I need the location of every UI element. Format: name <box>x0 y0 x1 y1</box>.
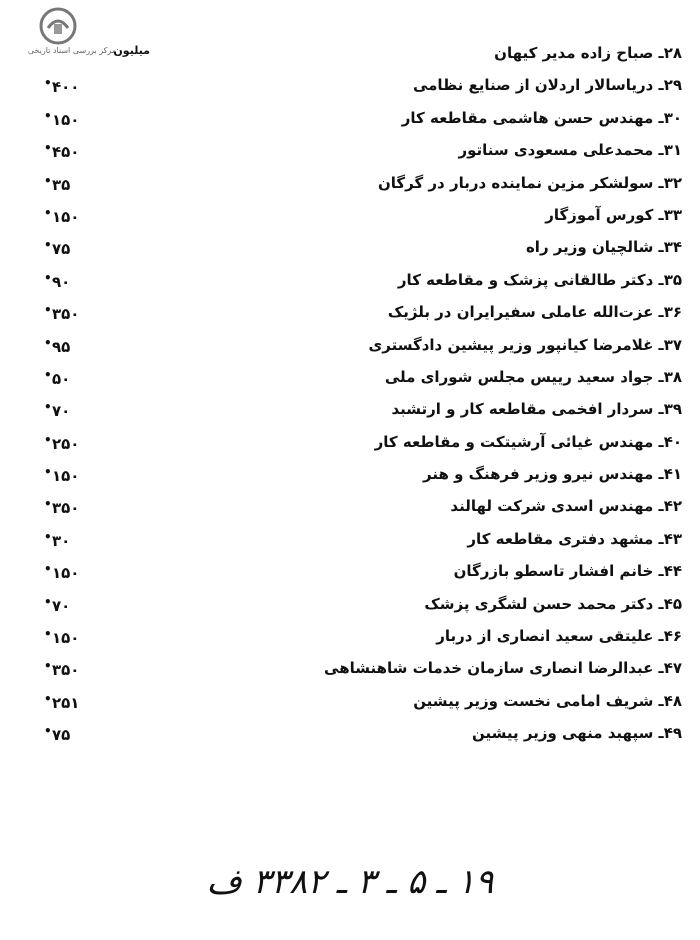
list-item-text: ۴۱ـ مهندس نیرو وزیر فرهنگ و هنر <box>423 465 682 484</box>
list-item <box>0 558 700 590</box>
bullet-mark-icon: • <box>44 724 52 739</box>
list-item-amount: ۷۰ <box>52 402 71 421</box>
list-item <box>0 234 700 266</box>
list-item-text: ۴۳ـ مشهد دفتری مقاطعه کار <box>467 529 682 548</box>
list-item <box>0 688 700 720</box>
bullet-mark-icon: • <box>44 76 52 91</box>
bullet-mark-icon: • <box>44 659 52 674</box>
list-item <box>0 202 700 234</box>
list-item <box>0 364 700 396</box>
list-item-text: ۳۱ـ محمدعلی مسعودی سناتور <box>458 141 682 160</box>
list-item <box>0 591 700 623</box>
list-item-amount: ۴۵۰ <box>52 143 80 162</box>
list-item-text: ۲۹ـ دریاسالار اردلان از صنایع نظامی <box>412 76 682 95</box>
bullet-mark-icon: • <box>44 432 52 447</box>
bullet-mark-icon: • <box>44 108 52 123</box>
list-item <box>0 170 700 202</box>
bullet-mark-icon: • <box>44 691 52 706</box>
bullet-mark-icon: • <box>44 303 52 318</box>
list-item-text: ۳۰ـ مهندس حسن هاشمی مقاطعه کار <box>401 108 682 127</box>
list-item-amount: ۷۰ <box>52 596 71 615</box>
bullet-mark-icon: • <box>44 367 52 382</box>
list-item <box>0 493 700 525</box>
list-item-amount: ۱۵۰ <box>52 564 80 583</box>
bullet-mark-icon: • <box>44 562 52 577</box>
list-item-text: ۲۸ـ صباح زاده مدیر کیهان <box>494 44 682 62</box>
list-item <box>0 396 700 428</box>
list-item <box>0 429 700 461</box>
list-item <box>0 623 700 655</box>
list-item-amount: ۲۵۱ <box>52 693 80 712</box>
bullet-mark-icon: • <box>44 594 52 609</box>
bullet-mark-icon: • <box>44 205 52 220</box>
list-item-amount: ۳۵۰ <box>52 661 80 680</box>
list-item-text: ۴۴ـ خانم افشار تاسطو بازرگان <box>453 562 682 581</box>
list-item-amount: ۷۵ <box>52 240 71 259</box>
list-item-text: ۴۰ـ مهندس غیائی آرشیتکت و مقاطعه کار <box>374 432 682 451</box>
bullet-mark-icon: • <box>44 270 52 285</box>
list-item <box>0 720 700 752</box>
list-item <box>0 526 700 558</box>
list-item <box>0 461 700 493</box>
list-item <box>0 655 700 687</box>
handwritten-reference-code: ۱۹ ـ ۵ ـ ۳ ـ ۳۳۸۲ ف <box>206 862 494 902</box>
list-item <box>0 299 700 331</box>
list-item-amount: ۱۵۰ <box>52 629 80 648</box>
list-item-text: ۳۸ـ جواد سعید رییس مجلس شورای ملی <box>384 367 682 386</box>
list-item-text: ۳۷ـ غلامرضا کیانپور وزیر پیشین دادگستری <box>368 335 682 354</box>
list-item-amount: ۱۵۰ <box>52 110 80 129</box>
bullet-mark-icon: • <box>44 141 52 156</box>
list-item-amount: ۴۰۰ <box>52 78 80 97</box>
list-item-amount: ۹۵ <box>52 337 71 356</box>
list-item-amount: ۵۰ <box>52 369 71 388</box>
list-item-text: ۳۵ـ دکتر طالقانی پزشک و مقاطعه کار <box>397 270 682 289</box>
list-item-amount: ۷۵ <box>52 726 71 745</box>
list-item-amount: ۲۵۰ <box>52 434 80 453</box>
list-item <box>0 137 700 169</box>
list-item <box>0 40 700 72</box>
list-item-amount: ۳۵۰ <box>52 305 80 324</box>
bullet-mark-icon: • <box>44 529 52 544</box>
list-item-text: ۳۳ـ کورس آموزگار <box>545 205 682 224</box>
bullet-mark-icon: • <box>44 627 52 642</box>
list-item <box>0 332 700 364</box>
bullet-mark-icon: • <box>44 238 52 253</box>
list-item-text: ۴۲ـ مهندس اسدی شرکت لهالند <box>450 497 682 516</box>
list-item <box>0 72 700 104</box>
bullet-mark-icon: • <box>44 400 52 415</box>
list-item-amount: ۱۵۰ <box>52 207 80 226</box>
list-item-text: ۴۷ـ عبدالرضا انصاری سازمان خدمات شاهنشاهی <box>324 659 682 678</box>
list-item-text: ۳۶ـ عزت‌الله عاملی سفیرایران در بلژیک <box>387 303 682 322</box>
list-item <box>0 267 700 299</box>
list-item-amount: ۱۵۰ <box>52 467 80 486</box>
unit-header: میلیون <box>113 44 150 57</box>
bullet-mark-icon: • <box>44 173 52 188</box>
list-item-text: ۳۴ـ شالچیان وزیر راه <box>525 238 682 257</box>
list-item-amount: ۹۰ <box>52 272 71 291</box>
bullet-mark-icon: • <box>44 335 52 350</box>
donor-list <box>0 40 700 753</box>
list-item-text: ۳۹ـ سردار افخمی مقاطعه کار و ارتشبد <box>391 400 682 419</box>
logo-caption: مرکز بررسی اسناد تاریخی <box>27 46 117 55</box>
list-item-text: ۴۹ـ سپهبد منهی وزیر پیشین <box>472 724 682 743</box>
list-item-text: ۳۲ـ سولشکر مزین نماینده دربار در گرگان <box>377 173 682 192</box>
list-item-amount: ۳۵ <box>52 175 71 194</box>
list-item <box>0 105 700 137</box>
bullet-mark-icon: • <box>44 497 52 512</box>
bullet-mark-icon: • <box>44 465 52 480</box>
list-item-text: ۴۵ـ دکتر محمد حسن لشگری پزشک <box>424 594 682 613</box>
list-item-text: ۴۶ـ علیتقی سعید انصاری از دربار <box>436 627 682 646</box>
list-item-amount: ۳۵۰ <box>52 499 80 518</box>
list-item-text: ۴۸ـ شریف امامی نخست وزیر پیشین <box>413 691 682 710</box>
list-item-amount: ۳۰ <box>52 531 71 550</box>
